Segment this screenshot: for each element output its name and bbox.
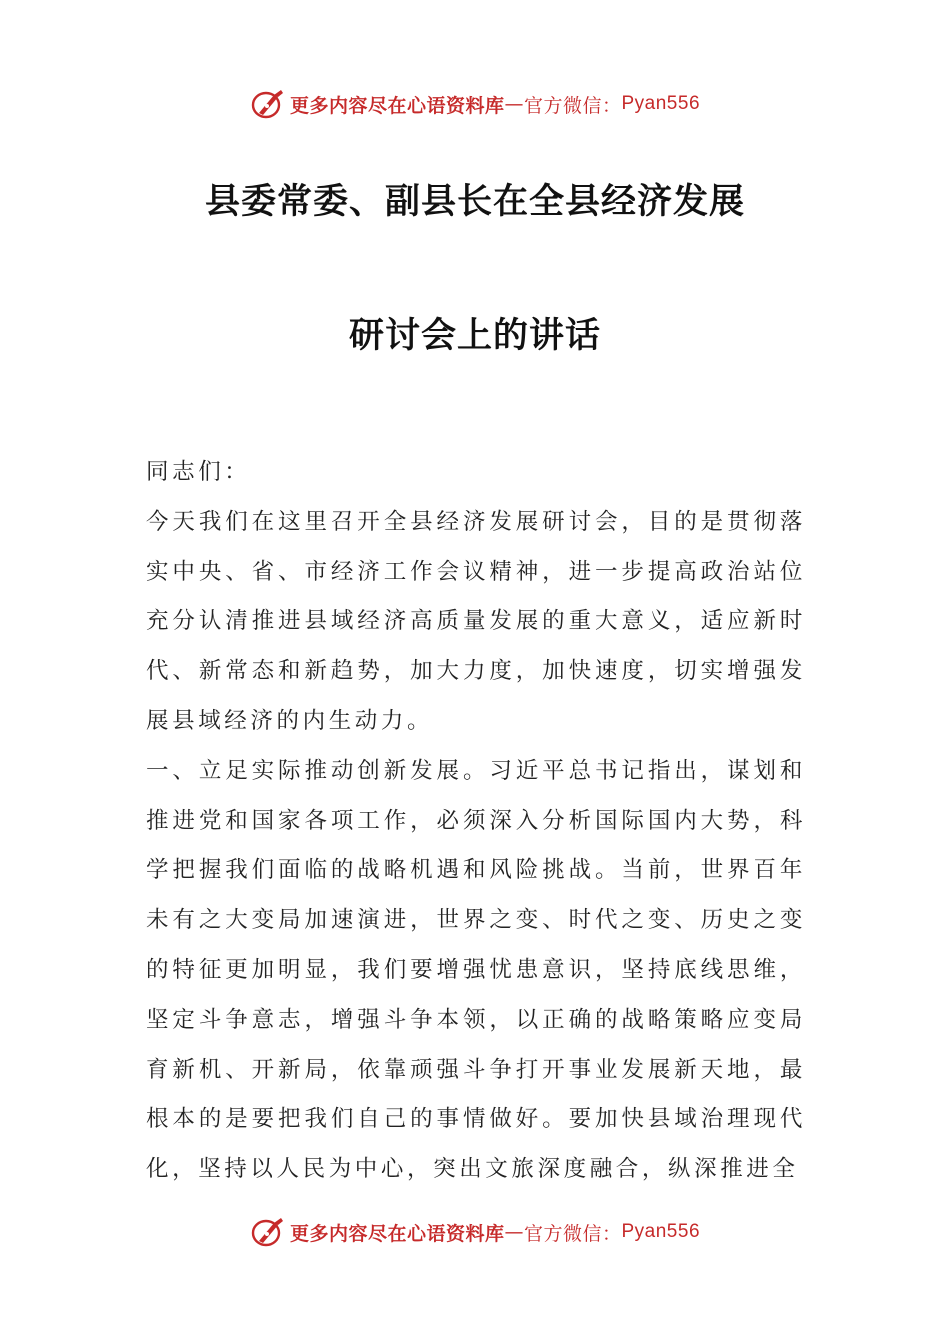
document-title-line2: 研讨会上的讲话 bbox=[348, 316, 601, 356]
watermark-brand: 更多内容尽在心语资料库 bbox=[289, 94, 505, 117]
watermark-footer bbox=[0, 1212, 950, 1252]
pen-nib-circle-icon bbox=[250, 87, 286, 121]
document-body bbox=[146, 448, 806, 1195]
watermark-wechat-id: Pyan556 bbox=[621, 93, 701, 114]
watermark-header bbox=[0, 84, 950, 124]
watermark-official-label: 官方微信： bbox=[523, 1222, 622, 1245]
watermark-wechat-id: Pyan556 bbox=[621, 1221, 701, 1242]
paragraph-1: 今天我们在这里召开全县经济发展研讨会，目的是贯彻落实中央、省、市经济工作会议精神，进一步提高政治站位充分认清推进县域经济高质量发展的重大意义，适应新时代、新常态和新趋势，加大力度，加快速度，切实增强发展县域经济的内生动力。 bbox=[146, 508, 806, 734]
salutation: 同志们： bbox=[146, 459, 251, 485]
watermark-dash: — bbox=[504, 1221, 524, 1243]
paragraph-2: 一、立足实际推动创新发展。习近平总书记指出，谋划和推进党和国家各项工作，必须深入分析国际国内大势，科学把握我们面临的战略机遇和风险挑战。当前，世界百年未有之大变局加速演进，世界之变、时代之变、历史之变的特征更加明显，我们要增强忧患意识，坚持底线思维，坚定斗争意志，增强斗争本领，以正确的战略策略应变局育新机、开新局，依靠顽强斗争打开事业发展新天地，最根本的是要把我们自己的事情做好。要加快县域治理现代化，坚持以人民为中心，突出文旅深度融合，纵深推进全 bbox=[146, 757, 806, 1183]
watermark-dash: — bbox=[504, 93, 524, 115]
watermark-official-label: 官方微信： bbox=[523, 94, 622, 117]
watermark-brand: 更多内容尽在心语资料库 bbox=[289, 1222, 505, 1245]
pen-nib-circle-icon bbox=[250, 1215, 286, 1249]
document-title-line1: 县委常委、副县长在全县经济发展 bbox=[204, 182, 745, 222]
